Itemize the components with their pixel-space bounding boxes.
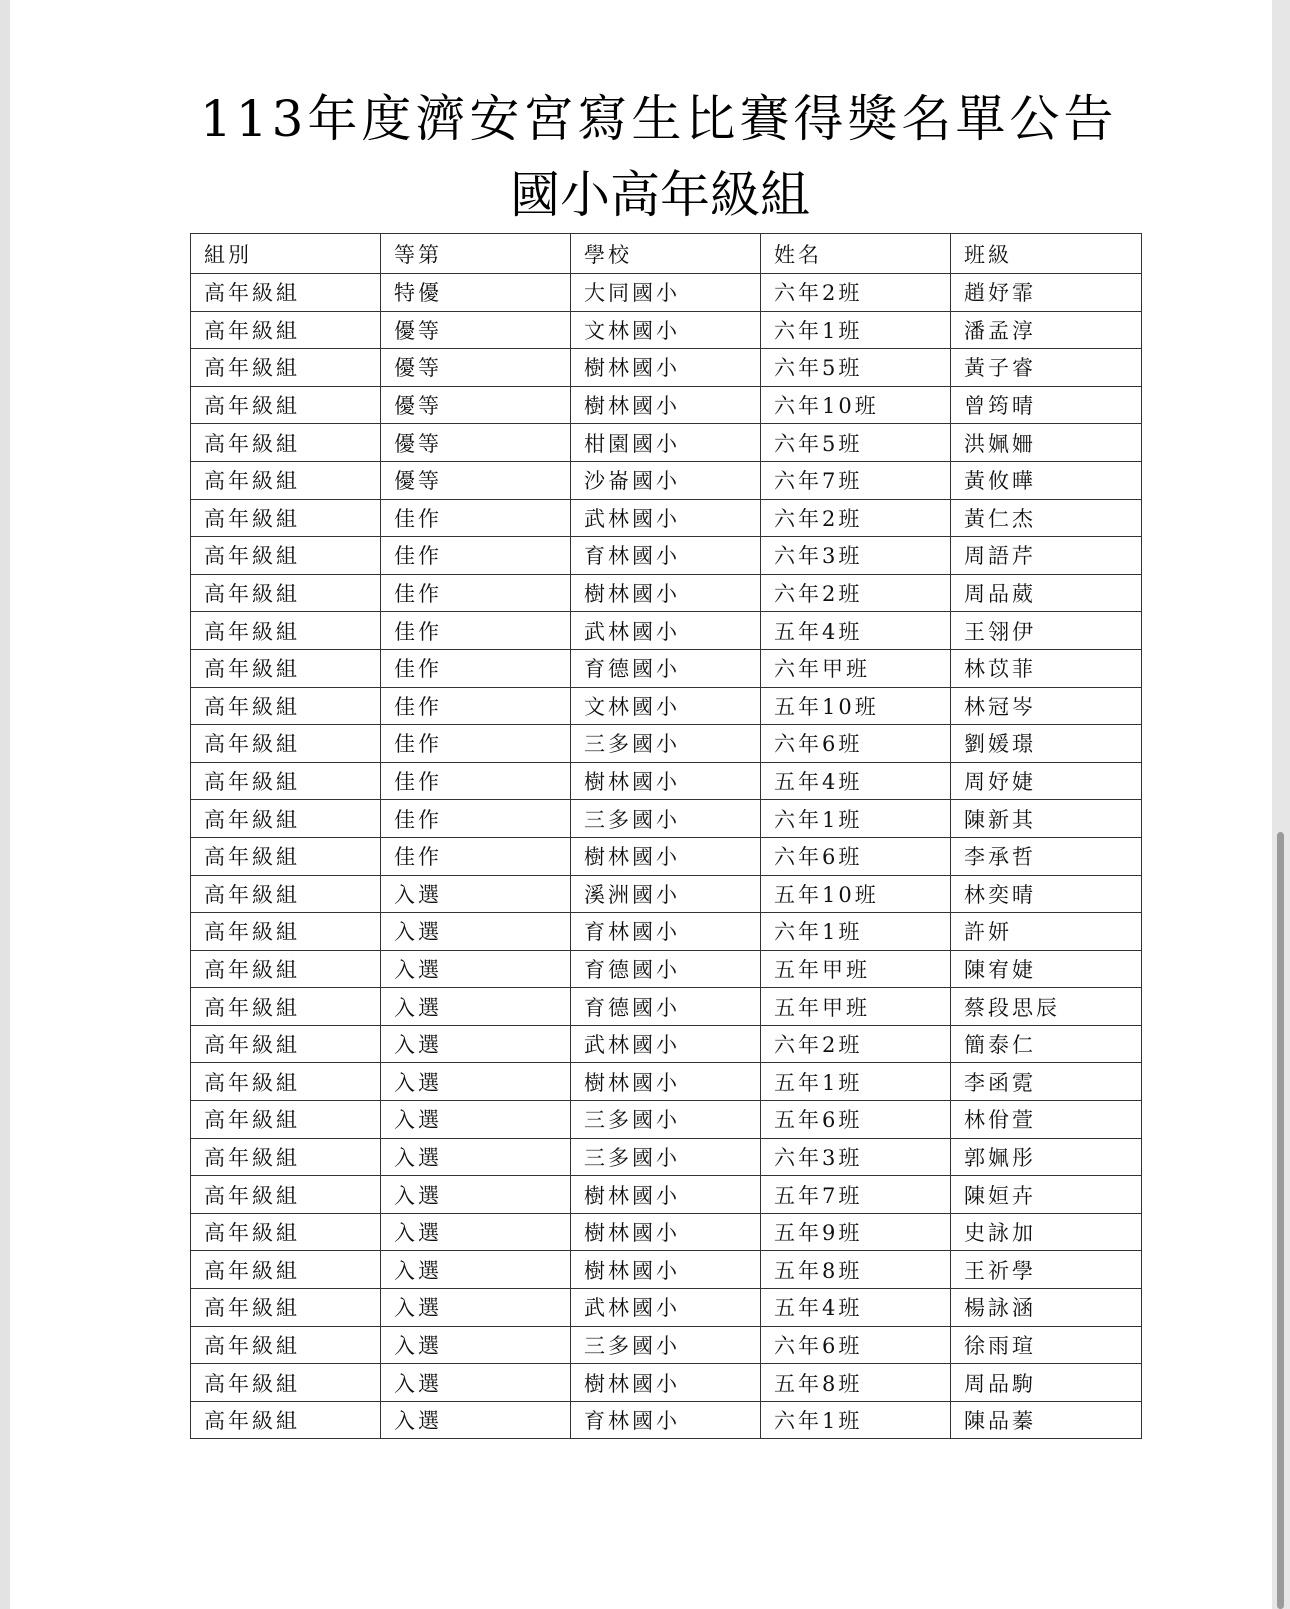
table-row (191, 1364, 1142, 1402)
cell-group: 高年級組 (191, 537, 381, 575)
cell-rank: 入選 (381, 1025, 571, 1063)
cell-group: 高年級組 (191, 762, 381, 800)
cell-class-label: 五年8班 (761, 1251, 951, 1289)
cell-rank: 佳作 (381, 537, 571, 575)
cell-group: 高年級組 (191, 1176, 381, 1214)
cell-group: 高年級組 (191, 913, 381, 951)
cell-class-label: 五年9班 (761, 1213, 951, 1251)
cell-group: 高年級組 (191, 725, 381, 763)
cell-group: 高年級組 (191, 349, 381, 387)
table-row (191, 386, 1142, 424)
cell-school: 三多國小 (571, 1138, 761, 1176)
cell-school: 樹林國小 (571, 1364, 761, 1402)
cell-student-name: 潘孟淳 (951, 311, 1142, 349)
table-row (191, 537, 1142, 575)
cell-class-label: 五年10班 (761, 875, 951, 913)
cell-student-name: 林冠岑 (951, 687, 1142, 725)
cell-rank: 優等 (381, 311, 571, 349)
cell-school: 樹林國小 (571, 762, 761, 800)
cell-student-name: 許妍 (951, 913, 1142, 951)
cell-rank: 優等 (381, 424, 571, 462)
cell-class-label: 五年6班 (761, 1101, 951, 1139)
cell-student-name: 曾筠晴 (951, 386, 1142, 424)
cell-rank: 優等 (381, 461, 571, 499)
cell-school: 育林國小 (571, 1401, 761, 1439)
cell-group: 高年級組 (191, 687, 381, 725)
cell-student-name: 周品駒 (951, 1364, 1142, 1402)
cell-school: 樹林國小 (571, 574, 761, 612)
cell-class-label: 五年10班 (761, 687, 951, 725)
table-row (191, 1025, 1142, 1063)
cell-class-label: 六年3班 (761, 537, 951, 575)
cell-rank: 佳作 (381, 687, 571, 725)
table-row (191, 687, 1142, 725)
document-page (10, 0, 1272, 1609)
cell-school: 武林國小 (571, 1025, 761, 1063)
cell-rank: 佳作 (381, 800, 571, 838)
table-row (191, 950, 1142, 988)
header-class: 班級 (951, 234, 1142, 274)
table-row (191, 725, 1142, 763)
cell-school: 溪洲國小 (571, 875, 761, 913)
cell-school: 柑園國小 (571, 424, 761, 462)
table-row (191, 913, 1142, 951)
cell-school: 育林國小 (571, 537, 761, 575)
table-row (191, 1289, 1142, 1327)
cell-group: 高年級組 (191, 1063, 381, 1101)
results-table (190, 233, 1142, 1439)
cell-school: 樹林國小 (571, 837, 761, 875)
cell-group: 高年級組 (191, 1364, 381, 1402)
cell-student-name: 王祈學 (951, 1251, 1142, 1289)
cell-school: 三多國小 (571, 725, 761, 763)
cell-class-label: 五年甲班 (761, 950, 951, 988)
results-table-body (191, 274, 1142, 1439)
cell-group: 高年級組 (191, 1251, 381, 1289)
cell-class-label: 五年4班 (761, 762, 951, 800)
table-row (191, 1213, 1142, 1251)
cell-rank: 入選 (381, 1251, 571, 1289)
cell-rank: 佳作 (381, 837, 571, 875)
cell-rank: 入選 (381, 913, 571, 951)
scrollbar-track[interactable] (1272, 0, 1290, 1609)
cell-student-name: 陳姮卉 (951, 1176, 1142, 1214)
cell-rank: 入選 (381, 1138, 571, 1176)
table-row (191, 762, 1142, 800)
cell-class-label: 六年6班 (761, 1326, 951, 1364)
table-row (191, 461, 1142, 499)
cell-rank: 佳作 (381, 762, 571, 800)
cell-student-name: 周語芹 (951, 537, 1142, 575)
cell-group: 高年級組 (191, 311, 381, 349)
cell-rank: 佳作 (381, 574, 571, 612)
viewer-left-border (0, 0, 10, 1609)
cell-school: 武林國小 (571, 612, 761, 650)
table-row (191, 1101, 1142, 1139)
cell-group: 高年級組 (191, 274, 381, 312)
table-row (191, 1251, 1142, 1289)
document-title: 113年度濟安宮寫生比賽得獎名單公告 (200, 90, 1118, 148)
table-row (191, 424, 1142, 462)
cell-school: 三多國小 (571, 1326, 761, 1364)
cell-school: 武林國小 (571, 499, 761, 537)
cell-rank: 佳作 (381, 612, 571, 650)
cell-student-name: 洪姵姍 (951, 424, 1142, 462)
cell-group: 高年級組 (191, 1326, 381, 1364)
cell-school: 三多國小 (571, 1101, 761, 1139)
cell-student-name: 蔡段思辰 (951, 988, 1142, 1026)
cell-class-label: 六年5班 (761, 349, 951, 387)
cell-student-name: 史詠加 (951, 1213, 1142, 1251)
cell-class-label: 六年2班 (761, 499, 951, 537)
scrollbar-thumb[interactable] (1277, 832, 1284, 1609)
cell-rank: 入選 (381, 875, 571, 913)
cell-group: 高年級組 (191, 574, 381, 612)
cell-class-label: 五年8班 (761, 1364, 951, 1402)
cell-group: 高年級組 (191, 499, 381, 537)
cell-group: 高年級組 (191, 988, 381, 1026)
cell-class-label: 六年1班 (761, 800, 951, 838)
cell-student-name: 周妤婕 (951, 762, 1142, 800)
cell-rank: 入選 (381, 950, 571, 988)
cell-class-label: 六年3班 (761, 1138, 951, 1176)
cell-class-label: 六年甲班 (761, 649, 951, 687)
table-header-row (191, 234, 1142, 274)
cell-school: 育德國小 (571, 988, 761, 1026)
cell-class-label: 六年6班 (761, 725, 951, 763)
cell-school: 育德國小 (571, 649, 761, 687)
header-school: 學校 (571, 234, 761, 274)
cell-student-name: 楊詠涵 (951, 1289, 1142, 1327)
table-row (191, 612, 1142, 650)
cell-class-label: 六年1班 (761, 311, 951, 349)
cell-group: 高年級組 (191, 386, 381, 424)
cell-rank: 入選 (381, 1101, 571, 1139)
cell-student-name: 周品葳 (951, 574, 1142, 612)
cell-rank: 入選 (381, 1063, 571, 1101)
cell-school: 沙崙國小 (571, 461, 761, 499)
cell-class-label: 六年6班 (761, 837, 951, 875)
cell-rank: 佳作 (381, 499, 571, 537)
cell-group: 高年級組 (191, 461, 381, 499)
cell-school: 樹林國小 (571, 349, 761, 387)
cell-group: 高年級組 (191, 1025, 381, 1063)
table-row (191, 1326, 1142, 1364)
cell-student-name: 劉媛璟 (951, 725, 1142, 763)
header-name: 姓名 (761, 234, 951, 274)
cell-school: 樹林國小 (571, 1213, 761, 1251)
cell-group: 高年級組 (191, 950, 381, 988)
cell-school: 大同國小 (571, 274, 761, 312)
cell-student-name: 黃仁杰 (951, 499, 1142, 537)
cell-group: 高年級組 (191, 1138, 381, 1176)
cell-class-label: 六年2班 (761, 274, 951, 312)
cell-rank: 佳作 (381, 725, 571, 763)
cell-school: 樹林國小 (571, 1176, 761, 1214)
cell-student-name: 徐雨瑄 (951, 1326, 1142, 1364)
cell-class-label: 六年7班 (761, 461, 951, 499)
table-row (191, 349, 1142, 387)
cell-group: 高年級組 (191, 875, 381, 913)
table-row (191, 837, 1142, 875)
cell-rank: 入選 (381, 1401, 571, 1439)
cell-group: 高年級組 (191, 649, 381, 687)
cell-class-label: 六年2班 (761, 1025, 951, 1063)
table-row (191, 274, 1142, 312)
cell-school: 文林國小 (571, 311, 761, 349)
table-row (191, 499, 1142, 537)
cell-rank: 特優 (381, 274, 571, 312)
cell-rank: 入選 (381, 1176, 571, 1214)
header-group: 組別 (191, 234, 381, 274)
cell-group: 高年級組 (191, 800, 381, 838)
cell-student-name: 陳宥婕 (951, 950, 1142, 988)
cell-student-name: 郭姵彤 (951, 1138, 1142, 1176)
cell-student-name: 林苡菲 (951, 649, 1142, 687)
cell-school: 武林國小 (571, 1289, 761, 1327)
cell-student-name: 趙妤霏 (951, 274, 1142, 312)
cell-class-label: 五年4班 (761, 1289, 951, 1327)
header-rank: 等第 (381, 234, 571, 274)
cell-class-label: 六年1班 (761, 913, 951, 951)
cell-student-name: 李承哲 (951, 837, 1142, 875)
cell-rank: 佳作 (381, 649, 571, 687)
cell-class-label: 五年7班 (761, 1176, 951, 1214)
cell-student-name: 林奕晴 (951, 875, 1142, 913)
cell-student-name: 陳新其 (951, 800, 1142, 838)
cell-rank: 入選 (381, 1213, 571, 1251)
cell-class-label: 六年5班 (761, 424, 951, 462)
cell-rank: 優等 (381, 349, 571, 387)
cell-class-label: 五年甲班 (761, 988, 951, 1026)
cell-group: 高年級組 (191, 1213, 381, 1251)
cell-group: 高年級組 (191, 612, 381, 650)
table-row (191, 988, 1142, 1026)
table-row (191, 649, 1142, 687)
cell-student-name: 李函霓 (951, 1063, 1142, 1101)
cell-rank: 優等 (381, 386, 571, 424)
cell-student-name: 黃子睿 (951, 349, 1142, 387)
cell-school: 樹林國小 (571, 1063, 761, 1101)
table-row (191, 1063, 1142, 1101)
cell-rank: 入選 (381, 1326, 571, 1364)
cell-group: 高年級組 (191, 1401, 381, 1439)
cell-rank: 入選 (381, 1289, 571, 1327)
cell-class-label: 六年10班 (761, 386, 951, 424)
cell-student-name: 黃攸曄 (951, 461, 1142, 499)
cell-class-label: 六年1班 (761, 1401, 951, 1439)
table-row (191, 1138, 1142, 1176)
cell-rank: 入選 (381, 988, 571, 1026)
cell-student-name: 簡泰仁 (951, 1025, 1142, 1063)
table-row (191, 1401, 1142, 1439)
cell-class-label: 五年1班 (761, 1063, 951, 1101)
table-row (191, 311, 1142, 349)
cell-school: 三多國小 (571, 800, 761, 838)
cell-school: 文林國小 (571, 687, 761, 725)
cell-school: 育德國小 (571, 950, 761, 988)
table-row (191, 875, 1142, 913)
cell-group: 高年級組 (191, 1289, 381, 1327)
cell-student-name: 林佾萱 (951, 1101, 1142, 1139)
table-row (191, 574, 1142, 612)
cell-group: 高年級組 (191, 1101, 381, 1139)
table-row (191, 1176, 1142, 1214)
cell-class-label: 六年2班 (761, 574, 951, 612)
cell-student-name: 陳品蓁 (951, 1401, 1142, 1439)
cell-class-label: 五年4班 (761, 612, 951, 650)
cell-group: 高年級組 (191, 424, 381, 462)
cell-school: 育林國小 (571, 913, 761, 951)
cell-school: 樹林國小 (571, 386, 761, 424)
cell-school: 樹林國小 (571, 1251, 761, 1289)
cell-rank: 入選 (381, 1364, 571, 1402)
cell-student-name: 王翎伊 (951, 612, 1142, 650)
table-row (191, 800, 1142, 838)
cell-group: 高年級組 (191, 837, 381, 875)
document-subtitle: 國小高年級組 (510, 166, 810, 224)
